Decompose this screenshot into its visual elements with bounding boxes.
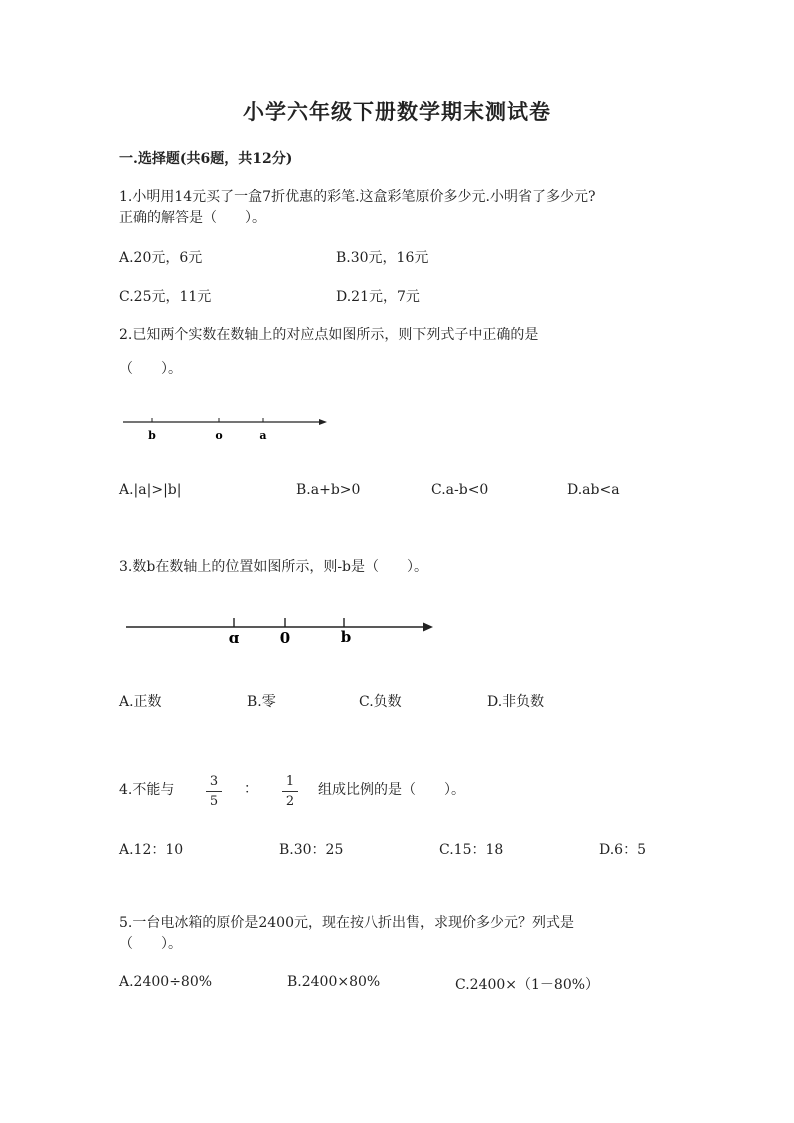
ratio-colon: ：	[244, 781, 258, 797]
q1-option-b: B.30元，16元	[336, 250, 429, 266]
question-1-line2: 正确的解答是（ ）。	[119, 210, 266, 226]
question-5-line2: （ ）。	[119, 936, 182, 952]
q2-option-a: A.|a|>|b|	[119, 482, 182, 498]
fraction-numerator: 1	[285, 774, 295, 789]
q5-option-a: A.2400÷80%	[119, 974, 213, 990]
fraction-bar	[206, 791, 222, 792]
axis-arrow	[423, 623, 433, 632]
fraction-denominator: 2	[285, 794, 295, 809]
q3-option-d: D.非负数	[487, 694, 545, 710]
axis-label-zero: 0	[279, 629, 291, 647]
q5-option-b: B.2400×80%	[287, 974, 381, 990]
number-line-figure-1	[115, 410, 335, 450]
q3-option-c: C.负数	[359, 694, 402, 710]
q1-option-c: C.25元，11元	[119, 289, 212, 305]
axis-label-b: b	[340, 628, 352, 646]
q4-option-d: D.6：5	[599, 842, 646, 858]
axis-label-b: b	[148, 429, 156, 442]
axis-label-a: a	[259, 429, 267, 442]
q2-option-c: C.a-b<0	[431, 482, 489, 498]
question-2-line2: （ ）。	[119, 361, 182, 377]
question-1-line1: 1.小明用14元买了一盒7折优惠的彩笔.这盒彩笔原价多少元.小明省了多少元?	[119, 189, 596, 205]
axis-arrow	[319, 419, 327, 425]
q2-option-b: B.a+b>0	[296, 482, 361, 498]
question-5-text	[119, 913, 574, 955]
question-4-suffix: 组成比例的是（ ）。	[318, 782, 465, 798]
fraction-denominator: 5	[209, 794, 219, 809]
fraction-bar	[282, 791, 298, 792]
q1-option-d: D.21元，7元	[336, 289, 420, 305]
q5-option-c: C.2400×（1－80%）	[455, 977, 600, 993]
q2-option-d: D.ab<a	[567, 482, 620, 498]
q3-option-a: A.正数	[119, 694, 162, 710]
axis-label-o: o	[215, 429, 223, 442]
page-title: 小学六年级下册数学期末测试卷	[243, 99, 551, 124]
fraction-numerator: 3	[209, 774, 219, 789]
question-3-line1: 3.数b在数轴上的位置如图所示，则-b是（ ）。	[119, 559, 429, 575]
q3-option-b: B.零	[247, 694, 276, 710]
q4-option-c: C.15：18	[439, 842, 504, 858]
q4-option-b: B.30：25	[279, 842, 344, 858]
axis-label-alpha: ɑ	[228, 629, 240, 647]
question-2-line1: 2.已知两个实数在数轴上的对应点如图所示，则下列式子中正确的是	[119, 327, 539, 343]
section-heading: 一.选择题(共6题，共12分)	[119, 151, 293, 167]
question-5-line1: 5.一台电冰箱的原价是2400元，现在按八折出售，求现价多少元？列式是	[119, 915, 574, 931]
fraction-1-2	[282, 774, 298, 809]
question-4-prefix: 4.不能与	[119, 782, 175, 798]
q1-option-a: A.20元，6元	[119, 250, 203, 266]
number-line-figure-2	[120, 612, 440, 648]
q4-option-a: A.12：10	[119, 842, 184, 858]
fraction-3-5	[206, 774, 222, 809]
question-1-text	[119, 187, 595, 229]
